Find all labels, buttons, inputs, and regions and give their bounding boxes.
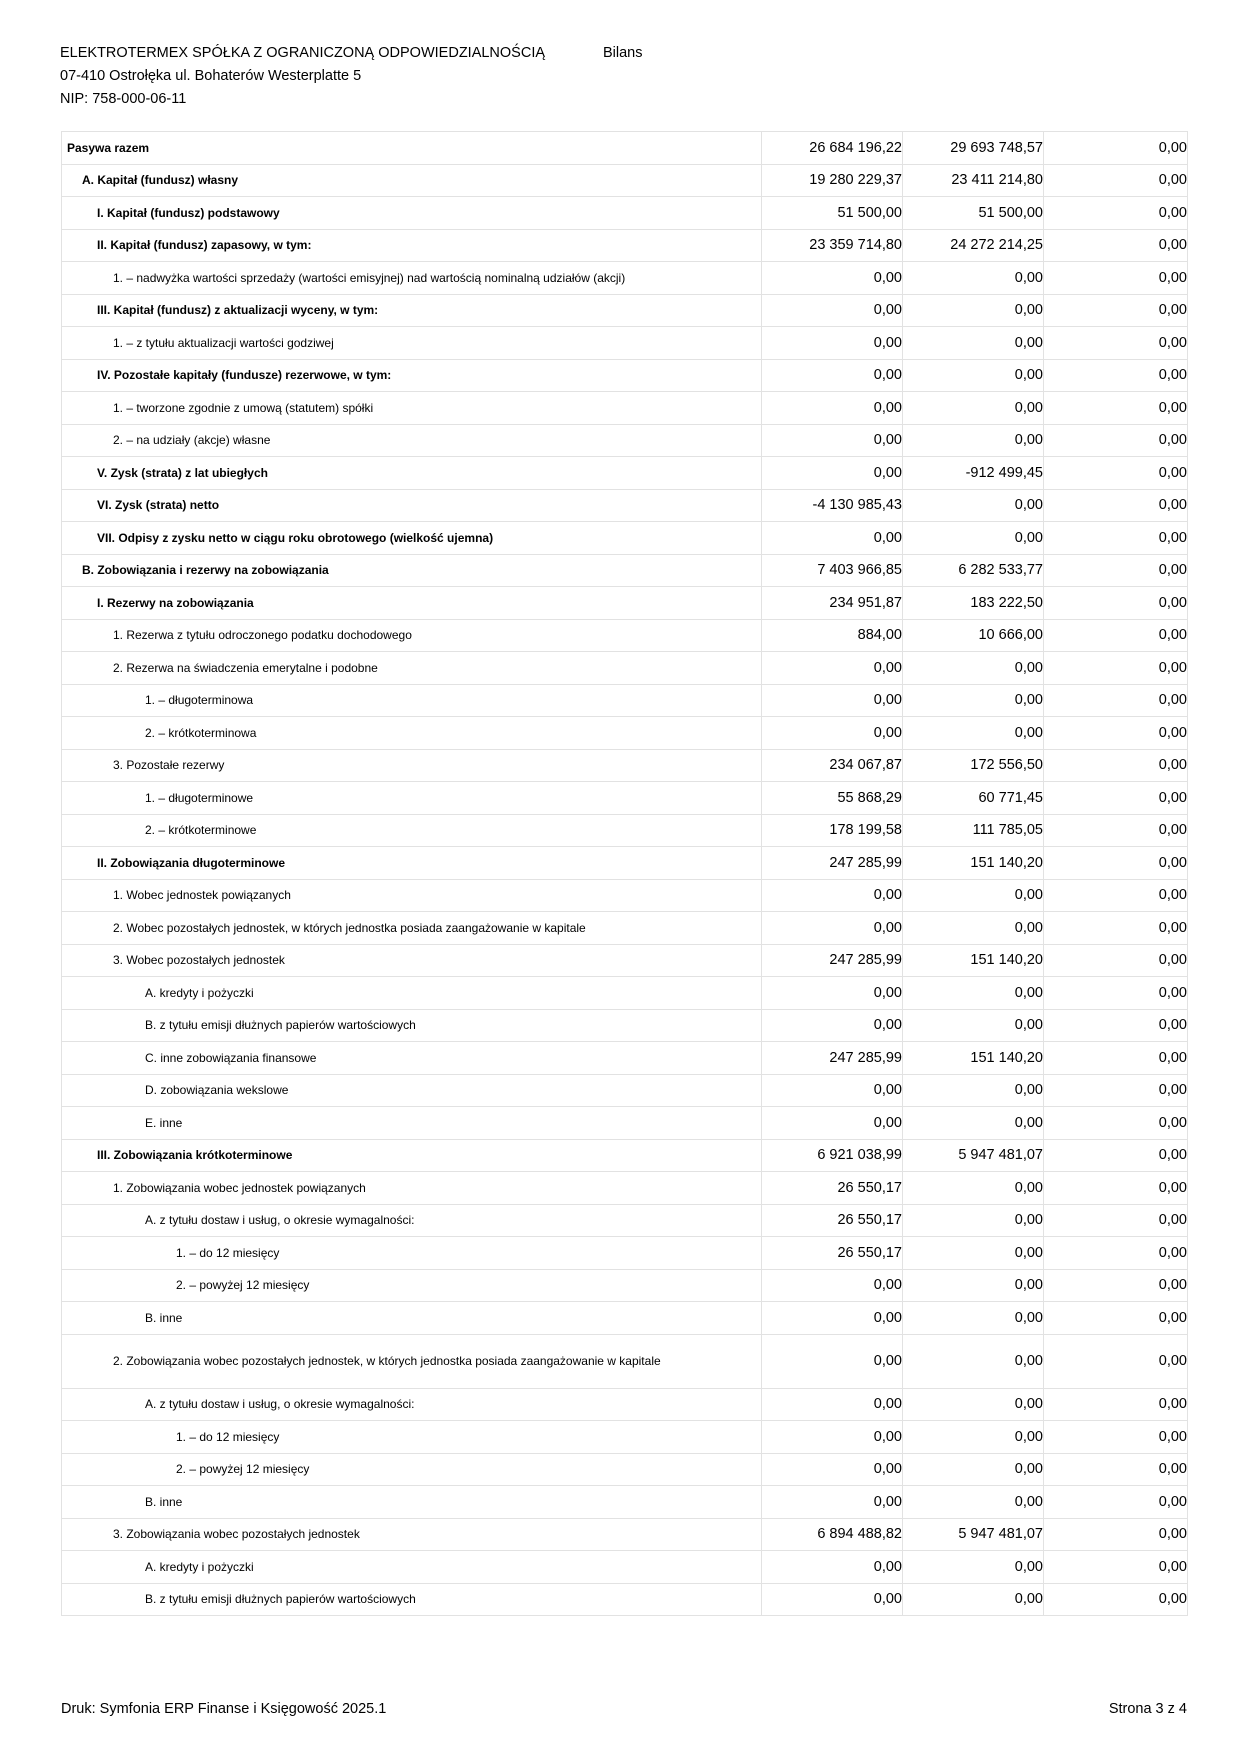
row-value-v3: 0,00 [1044,1107,1188,1140]
row-value-v3: 0,00 [1044,944,1188,977]
row-value-v3: 0,00 [1044,684,1188,717]
row-value-v2: 0,00 [903,359,1044,392]
row-label: 2. – krótkoterminowe [62,814,762,847]
table-row [62,814,1188,847]
table-row [62,1302,1188,1335]
table-row [62,1204,1188,1237]
row-value-v3: 0,00 [1044,1486,1188,1519]
row-value-v3: 0,00 [1044,489,1188,522]
row-value-v2: 0,00 [903,424,1044,457]
row-label: A. kredyty i pożyczki [62,977,762,1010]
row-value-v3: 0,00 [1044,327,1188,360]
row-value-v3: 0,00 [1044,1074,1188,1107]
page-number: Strona 3 z 4 [1108,1701,1187,1717]
row-value-v3: 0,00 [1044,1453,1188,1486]
company-nip: NIP: 758-000-06-11 [60,91,187,107]
row-value-v3: 0,00 [1044,1421,1188,1454]
row-value-v2: 151 140,20 [903,1042,1044,1075]
row-label: II. Kapitał (fundusz) zapasowy, w tym: [62,229,762,262]
row-value-v3: 0,00 [1044,1551,1188,1584]
row-value-v3: 0,00 [1044,782,1188,815]
row-value-v1: 7 403 966,85 [762,554,903,587]
row-label: 1. – nadwyżka wartości sprzedaży (wartości emisyjnej) nad wartością nominalną udziałów (akcji) [62,262,762,295]
table-row [62,847,1188,880]
row-value-v2: 0,00 [903,1334,1044,1388]
table-row [62,1074,1188,1107]
row-value-v1: 0,00 [762,359,903,392]
row-value-v1: 0,00 [762,977,903,1010]
row-value-v3: 0,00 [1044,522,1188,555]
table-row [62,197,1188,230]
row-label: 3. Wobec pozostałych jednostek [62,944,762,977]
row-value-v1: 247 285,99 [762,1042,903,1075]
row-value-v2: 0,00 [903,294,1044,327]
table-row [62,1551,1188,1584]
row-value-v2: 0,00 [903,1551,1044,1584]
row-label: B. z tytułu emisji dłużnych papierów wartościowych [62,1583,762,1616]
table-row [62,1042,1188,1075]
row-value-v3: 0,00 [1044,652,1188,685]
table-row [62,587,1188,620]
row-label: I. Rezerwy na zobowiązania [62,587,762,620]
row-label: I. Kapitał (fundusz) podstawowy [62,197,762,230]
row-label: 3. Pozostałe rezerwy [62,749,762,782]
row-value-v2: 0,00 [903,1172,1044,1205]
row-value-v3: 0,00 [1044,977,1188,1010]
row-value-v3: 0,00 [1044,1009,1188,1042]
row-value-v2: 0,00 [903,1269,1044,1302]
row-value-v1: 0,00 [762,392,903,425]
row-label: 1. Wobec jednostek powiązanych [62,879,762,912]
row-value-v2: 0,00 [903,684,1044,717]
row-value-v1: 0,00 [762,1009,903,1042]
row-value-v1: 0,00 [762,912,903,945]
row-value-v2: 5 947 481,07 [903,1518,1044,1551]
row-value-v2: 24 272 214,25 [903,229,1044,262]
row-value-v1: 0,00 [762,1453,903,1486]
table-row [62,294,1188,327]
row-value-v2: 172 556,50 [903,749,1044,782]
document-header [60,42,545,111]
row-value-v1: 0,00 [762,1074,903,1107]
row-value-v2: 0,00 [903,912,1044,945]
table-row [62,1583,1188,1616]
row-label: A. z tytułu dostaw i usług, o okresie wymagalności: [62,1204,762,1237]
row-label: B. inne [62,1302,762,1335]
row-value-v1: 247 285,99 [762,847,903,880]
row-value-v3: 0,00 [1044,424,1188,457]
row-value-v3: 0,00 [1044,1042,1188,1075]
row-value-v3: 0,00 [1044,1269,1188,1302]
row-value-v2: 0,00 [903,1107,1044,1140]
table-row [62,619,1188,652]
row-label: 1. – do 12 miesięcy [62,1237,762,1270]
row-value-v2: 0,00 [903,489,1044,522]
row-value-v3: 0,00 [1044,717,1188,750]
row-value-v3: 0,00 [1044,1518,1188,1551]
table-row [62,359,1188,392]
row-value-v1: 0,00 [762,1421,903,1454]
row-value-v3: 0,00 [1044,912,1188,945]
row-value-v2: 151 140,20 [903,944,1044,977]
row-value-v1: 0,00 [762,1388,903,1421]
row-value-v3: 0,00 [1044,1334,1188,1388]
table-row [62,554,1188,587]
row-label: B. Zobowiązania i rezerwy na zobowiązania [62,554,762,587]
row-value-v2: 60 771,45 [903,782,1044,815]
row-value-v2: 0,00 [903,1237,1044,1270]
row-label: 1. – z tytułu aktualizacji wartości godziwej [62,327,762,360]
table-row [62,1334,1188,1388]
row-label: 2. – powyżej 12 miesięcy [62,1453,762,1486]
table-row [62,879,1188,912]
row-value-v1: 0,00 [762,879,903,912]
row-value-v3: 0,00 [1044,132,1188,165]
row-value-v1: 234 067,87 [762,749,903,782]
row-label: 1. Rezerwa z tytułu odroczonego podatku dochodowego [62,619,762,652]
balance-sheet-table [61,131,1188,1616]
row-value-v2: 0,00 [903,1204,1044,1237]
row-label: V. Zysk (strata) z lat ubiegłych [62,457,762,490]
row-value-v3: 0,00 [1044,294,1188,327]
row-value-v2: 0,00 [903,1421,1044,1454]
table-row [62,1388,1188,1421]
row-value-v2: 0,00 [903,392,1044,425]
row-value-v3: 0,00 [1044,749,1188,782]
row-value-v1: 26 550,17 [762,1237,903,1270]
row-value-v3: 0,00 [1044,1204,1188,1237]
row-value-v3: 0,00 [1044,392,1188,425]
row-value-v1: 23 359 714,80 [762,229,903,262]
row-value-v3: 0,00 [1044,229,1188,262]
row-value-v1: 0,00 [762,327,903,360]
row-value-v2: 0,00 [903,262,1044,295]
row-label: E. inne [62,1107,762,1140]
row-value-v1: 0,00 [762,652,903,685]
row-value-v2: 0,00 [903,1074,1044,1107]
table-row [62,684,1188,717]
row-value-v1: 0,00 [762,1583,903,1616]
row-value-v2: 0,00 [903,1453,1044,1486]
row-label: 1. – do 12 miesięcy [62,1421,762,1454]
row-value-v1: 19 280 229,37 [762,164,903,197]
row-label: A. z tytułu dostaw i usług, o okresie wymagalności: [62,1388,762,1421]
row-label: 2. – powyżej 12 miesięcy [62,1269,762,1302]
row-value-v2: 10 666,00 [903,619,1044,652]
row-value-v1: 26 550,17 [762,1204,903,1237]
table-row [62,132,1188,165]
row-value-v1: 0,00 [762,522,903,555]
row-value-v1: 0,00 [762,424,903,457]
row-value-v1: 0,00 [762,1269,903,1302]
table-row [62,652,1188,685]
table-row [62,522,1188,555]
row-value-v1: 0,00 [762,294,903,327]
row-value-v2: 51 500,00 [903,197,1044,230]
table-row [62,262,1188,295]
table-row [62,1237,1188,1270]
table-row [62,424,1188,457]
table-row [62,944,1188,977]
row-value-v1: 55 868,29 [762,782,903,815]
row-label: II. Zobowiązania długoterminowe [62,847,762,880]
table-row [62,977,1188,1010]
company-address: 07-410 Ostrołęka ul. Bohaterów Westerplatte 5 [60,68,362,84]
table-row [62,717,1188,750]
row-label: C. inne zobowiązania finansowe [62,1042,762,1075]
row-value-v3: 0,00 [1044,554,1188,587]
row-value-v2: 111 785,05 [903,814,1044,847]
row-value-v2: 6 282 533,77 [903,554,1044,587]
row-value-v2: 183 222,50 [903,587,1044,620]
row-label: D. zobowiązania wekslowe [62,1074,762,1107]
row-value-v1: 0,00 [762,1302,903,1335]
row-value-v3: 0,00 [1044,1237,1188,1270]
table-row [62,1009,1188,1042]
row-label: 2. Zobowiązania wobec pozostałych jednostek, w których jednostka posiada zaangażowanie w kapitale [62,1334,762,1388]
row-value-v2: 0,00 [903,977,1044,1010]
row-value-v1: 0,00 [762,457,903,490]
row-value-v2: 0,00 [903,879,1044,912]
table-row [62,457,1188,490]
row-value-v2: 0,00 [903,327,1044,360]
row-value-v3: 0,00 [1044,1583,1188,1616]
row-value-v3: 0,00 [1044,197,1188,230]
document-title: Bilans [603,45,643,61]
row-label: III. Zobowiązania krótkoterminowe [62,1139,762,1172]
row-value-v2: 23 411 214,80 [903,164,1044,197]
table-row [62,489,1188,522]
row-value-v1: 51 500,00 [762,197,903,230]
row-label: Pasywa razem [62,132,762,165]
print-info: Druk: Symfonia ERP Finanse i Księgowość 2025.1 [61,1701,387,1717]
row-label: VII. Odpisy z zysku netto w ciągu roku obrotowego (wielkość ujemna) [62,522,762,555]
row-value-v1: 178 199,58 [762,814,903,847]
row-value-v1: 26 684 196,22 [762,132,903,165]
row-label: 1. – tworzone zgodnie z umową (statutem) spółki [62,392,762,425]
row-label: 2. Rezerwa na świadczenia emerytalne i podobne [62,652,762,685]
row-label: A. Kapitał (fundusz) własny [62,164,762,197]
row-value-v2: 29 693 748,57 [903,132,1044,165]
row-value-v3: 0,00 [1044,1172,1188,1205]
row-label: 1. – długoterminowe [62,782,762,815]
table-row [62,327,1188,360]
table-row [62,1518,1188,1551]
row-value-v1: -4 130 985,43 [762,489,903,522]
row-value-v3: 0,00 [1044,619,1188,652]
row-label: VI. Zysk (strata) netto [62,489,762,522]
table-row [62,164,1188,197]
row-value-v1: 6 894 488,82 [762,1518,903,1551]
table-row [62,1139,1188,1172]
row-value-v2: 0,00 [903,1302,1044,1335]
row-value-v1: 884,00 [762,619,903,652]
row-label: B. z tytułu emisji dłużnych papierów wartościowych [62,1009,762,1042]
row-value-v3: 0,00 [1044,262,1188,295]
row-value-v3: 0,00 [1044,587,1188,620]
row-value-v2: 0,00 [903,522,1044,555]
row-value-v3: 0,00 [1044,164,1188,197]
row-label: 2. – krótkoterminowa [62,717,762,750]
row-value-v3: 0,00 [1044,814,1188,847]
row-label: B. inne [62,1486,762,1519]
row-value-v3: 0,00 [1044,359,1188,392]
table-row [62,912,1188,945]
row-label: 2. Wobec pozostałych jednostek, w których jednostka posiada zaangażowanie w kapitale [62,912,762,945]
row-value-v2: 0,00 [903,1583,1044,1616]
row-label: 3. Zobowiązania wobec pozostałych jednostek [62,1518,762,1551]
row-label: III. Kapitał (fundusz) z aktualizacji wyceny, w tym: [62,294,762,327]
row-value-v2: 5 947 481,07 [903,1139,1044,1172]
row-value-v3: 0,00 [1044,847,1188,880]
row-value-v3: 0,00 [1044,879,1188,912]
table-row [62,1107,1188,1140]
row-label: A. kredyty i pożyczki [62,1551,762,1584]
row-value-v2: 151 140,20 [903,847,1044,880]
row-value-v3: 0,00 [1044,457,1188,490]
row-label: 2. – na udziały (akcje) własne [62,424,762,457]
row-value-v2: 0,00 [903,1388,1044,1421]
row-value-v3: 0,00 [1044,1388,1188,1421]
table-row [62,1269,1188,1302]
row-value-v1: 26 550,17 [762,1172,903,1205]
table-row [62,1453,1188,1486]
row-value-v3: 0,00 [1044,1139,1188,1172]
row-value-v1: 0,00 [762,262,903,295]
row-value-v1: 0,00 [762,1551,903,1584]
row-value-v1: 0,00 [762,684,903,717]
table-row [62,1486,1188,1519]
row-value-v1: 0,00 [762,1107,903,1140]
table-row [62,749,1188,782]
row-value-v2: 0,00 [903,1486,1044,1519]
table-row [62,782,1188,815]
row-value-v2: 0,00 [903,652,1044,685]
row-value-v1: 0,00 [762,717,903,750]
row-value-v2: 0,00 [903,717,1044,750]
row-value-v1: 6 921 038,99 [762,1139,903,1172]
row-label: 1. Zobowiązania wobec jednostek powiązanych [62,1172,762,1205]
row-value-v1: 234 951,87 [762,587,903,620]
row-value-v1: 0,00 [762,1334,903,1388]
company-name: ELEKTROTERMEX SPÓŁKA Z OGRANICZONĄ ODPOWIEDZIALNOŚCIĄ [60,45,546,61]
row-value-v3: 0,00 [1044,1302,1188,1335]
row-value-v1: 0,00 [762,1486,903,1519]
row-value-v1: 247 285,99 [762,944,903,977]
row-value-v2: -912 499,45 [903,457,1044,490]
row-label: 1. – długoterminowa [62,684,762,717]
table-row [62,1421,1188,1454]
table-row [62,1172,1188,1205]
table-row [62,392,1188,425]
row-value-v2: 0,00 [903,1009,1044,1042]
row-label: IV. Pozostałe kapitały (fundusze) rezerwowe, w tym: [62,359,762,392]
table-row [62,229,1188,262]
